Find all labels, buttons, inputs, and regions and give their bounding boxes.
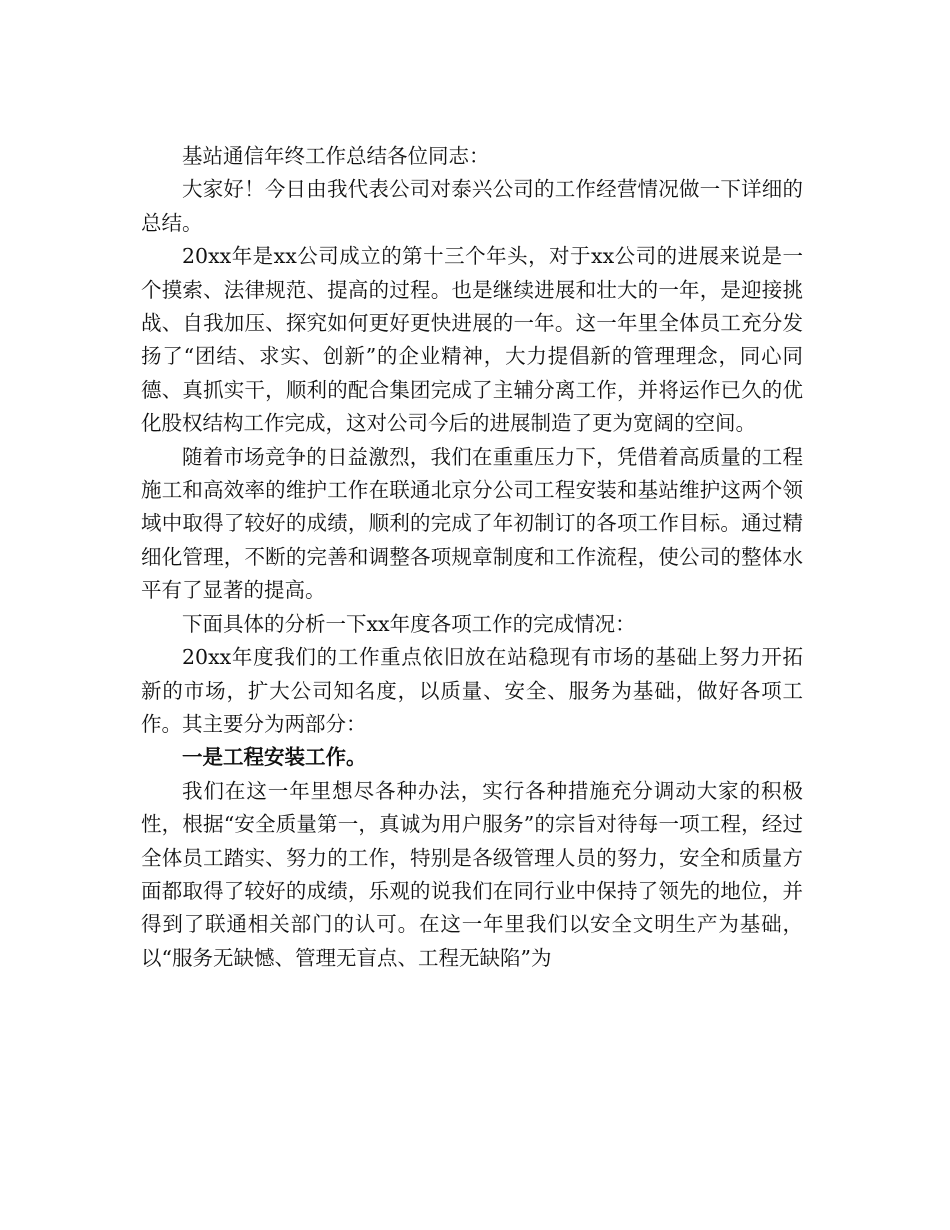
greeting-line: 基站通信年终工作总结各位同志：	[182, 144, 490, 168]
opening-paragraph: 大家好！今日由我代表公司对泰兴公司的工作经营情况做一下详细的总结。	[141, 177, 803, 235]
paragraph-work-focus: 20xx年度我们的工作重点依旧放在站稳现有市场的基础上努力开拓新的市场，扩大公司知名度，以质量、安全、服务为基础，做好各项工作。其主要分为两部分：	[141, 645, 803, 736]
document-body	[141, 140, 803, 975]
paragraph-market-competition: 随着市场竞争的日益激烈，我们在重重压力下，凭借着高质量的工程施工和高效率的维护工作在联通北京分公司工程安装和基站维护这两个领域中取得了较好的成绩，顺利的完成了年初制订的各项工作目标。通过精细化管理，不断的完善和调整各项规章制度和工作流程，使公司的整体水平有了显著的提高。	[141, 444, 803, 603]
paragraph-analysis-intro: 下面具体的分析一下xx年度各项工作的完成情况：	[182, 611, 636, 636]
paragraph-company-year: 20xx年是xx公司成立的第十三个年头，对于xx公司的进展来说是一个摸索、法律规范、提高的过程。也是继续进展和壮大的一年，是迎接挑战、自我加压、探究如何更好更快进展的一年。这一年里全体员工充分发扬了“团结、求实、创新”的企业精神，大力提倡新的管理理念，同心同德、真抓实干，顺利的配合集团完成了主辅分离工作，并将运作已久的优化股权结构工作完成，这对公司今后的进展制造了更为宽阔的空间。	[141, 244, 803, 436]
section-heading-engineering: 一是工程安装工作。	[182, 745, 367, 770]
paragraph-engineering-work: 我们在这一年里想尽各种办法，实行各种措施充分调动大家的积极性，根据“安全质量第一，真诚为用户服务”的宗旨对待每一项工程，经过全体员工踏实、努力的工作，特别是各级管理人员的努力，安全和质量方面都取得了较好的成绩，乐观的说我们在同行业中保持了领先的地位，并得到了联通相关部门的认可。在这一年里我们以安全文明生产为基础，以“服务无缺憾、管理无盲点、工程无缺陷”为	[141, 778, 803, 970]
